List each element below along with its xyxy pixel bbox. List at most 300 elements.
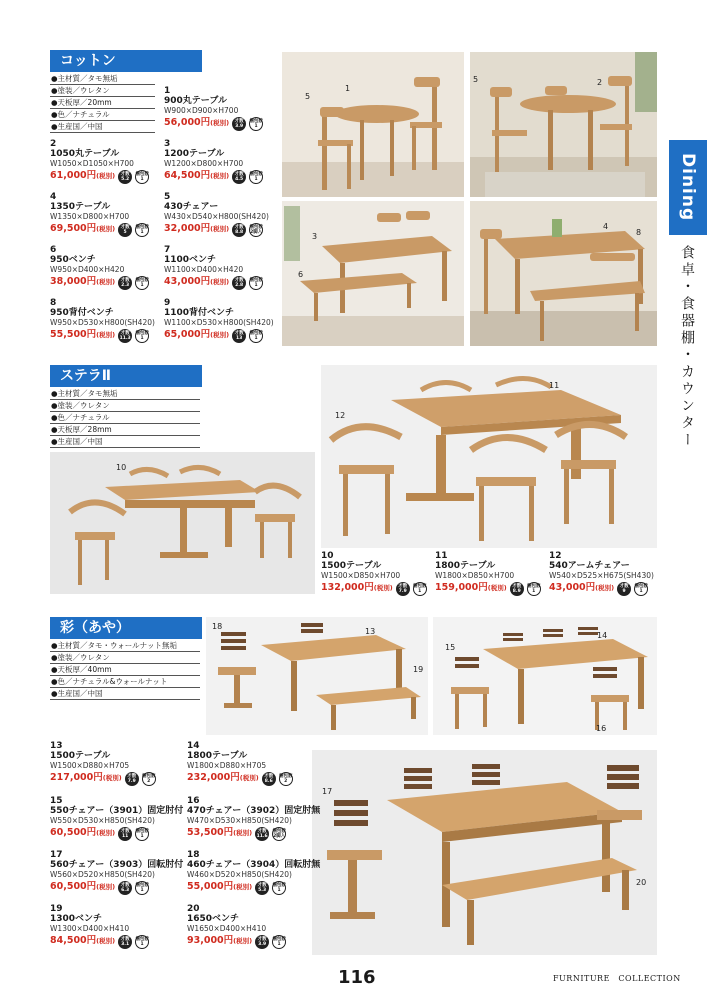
- volume-value: 9: [622, 588, 626, 594]
- item-number: 10: [321, 551, 334, 561]
- price-amount: 61,000円: [50, 170, 97, 182]
- spec-line: ●主材質／タモ・ウォールナット無垢: [50, 640, 200, 652]
- item-dimensions: W950×D530×H800(SH420): [50, 318, 155, 327]
- price-row: [50, 935, 149, 949]
- spec-line: ●生産国／中国: [50, 688, 200, 700]
- product-item: [50, 298, 155, 343]
- item-name: 900丸テーブル: [164, 96, 227, 106]
- package-badge-icon: [413, 582, 427, 596]
- spec-line: ●天板厚／28mm: [50, 424, 200, 436]
- package-label: 梱包数: [249, 171, 263, 177]
- item-dimensions: W560×D520×H850(SH420): [50, 870, 155, 879]
- side-tab-label: Dining: [678, 153, 698, 222]
- price-row: [50, 329, 155, 343]
- price-amount: 132,000円: [321, 582, 374, 594]
- footer-brand: FURNITURE COLLECTION: [553, 974, 681, 983]
- item-price: [187, 828, 252, 839]
- item-name: 470チェアー（3902）固定肘無: [187, 806, 321, 816]
- item-number: 15: [50, 796, 63, 806]
- volume-value: 11: [121, 833, 129, 839]
- tax-note: (税別): [210, 278, 230, 287]
- package-label: 梱包数: [135, 171, 149, 177]
- price-amount: 55,000円: [187, 881, 234, 893]
- volume-label: 才数: [398, 583, 408, 589]
- package-badge-icon: [135, 827, 149, 841]
- volume-label: 才数: [120, 171, 130, 177]
- photo-label: 12: [335, 411, 346, 420]
- product-item: [187, 796, 320, 841]
- price-row: [435, 582, 541, 596]
- aya-spec-box: [50, 640, 200, 700]
- item-price: [50, 773, 122, 784]
- item-number: 17: [50, 850, 63, 860]
- price-amount: 65,000円: [164, 329, 211, 341]
- item-number: 20: [187, 904, 200, 914]
- spec-line: ●天板厚／40mm: [50, 664, 200, 676]
- package-value: 1: [140, 335, 144, 341]
- product-item: [164, 86, 263, 131]
- product-item: [187, 741, 293, 786]
- package-value: 1: [277, 887, 281, 893]
- photo-label: 2: [597, 78, 603, 87]
- volume-value: 8.8: [235, 229, 244, 235]
- package-value: 1: [140, 229, 144, 235]
- item-name: 550チェアー（3901）固定肘付: [50, 806, 184, 816]
- item-name: 950ベンチ: [50, 255, 96, 265]
- photo-cotton-round-table-1050: [470, 52, 657, 197]
- item-price: [549, 583, 614, 594]
- item-name: 1050丸テーブル: [50, 149, 120, 159]
- photo-label: 11: [549, 381, 560, 390]
- package-label: 梱包数: [278, 773, 293, 779]
- item-number: 8: [50, 298, 57, 308]
- package-badge-icon: [272, 935, 286, 949]
- item-price: [50, 828, 115, 839]
- package-value: 1: [254, 176, 258, 182]
- item-name: 1500テーブル: [321, 561, 382, 571]
- volume-label: 才数: [619, 583, 629, 589]
- item-number: 13: [50, 741, 63, 751]
- volume-value: 3.9: [258, 941, 267, 947]
- volume-badge-icon: [118, 170, 132, 184]
- photo-label: 10: [116, 463, 127, 472]
- item-name: 1350テーブル: [50, 202, 111, 212]
- product-item: [50, 741, 156, 786]
- volume-badge-icon: [125, 772, 139, 786]
- tax-note: (税別): [210, 331, 230, 340]
- package-badge-icon: [634, 582, 648, 596]
- package-label: 梱包数: [272, 936, 286, 942]
- volume-value: 3.1: [121, 941, 130, 947]
- item-price: [321, 583, 393, 594]
- tax-note: (税別): [233, 937, 253, 946]
- package-label: 梱包数: [141, 773, 156, 779]
- package-label: 梱包数: [135, 224, 149, 230]
- volume-label: 才数: [257, 936, 267, 942]
- volume-value: 5: [123, 229, 127, 235]
- photo-label: 16: [596, 724, 607, 733]
- volume-label: 才数: [234, 118, 244, 124]
- item-name: 1800テーブル: [435, 561, 496, 571]
- tax-note: (税別): [487, 584, 507, 593]
- price-row: [321, 582, 427, 596]
- package-label: 梱包数: [412, 583, 427, 589]
- photo-label: 13: [365, 627, 376, 636]
- section-title-cotton: コットン: [50, 50, 202, 72]
- item-price: [187, 773, 259, 784]
- price-amount: 53,500円: [187, 827, 234, 839]
- volume-label: 才数: [234, 171, 244, 177]
- volume-label: 才数: [257, 828, 267, 834]
- package-value: 1: [418, 588, 422, 594]
- price-amount: 84,500円: [50, 935, 97, 947]
- volume-label: 才数: [120, 330, 130, 336]
- package-label: 梱包数: [249, 224, 263, 230]
- tax-note: (税別): [96, 883, 116, 892]
- package-value: 1: [532, 588, 536, 594]
- product-item: [187, 904, 286, 949]
- package-value: 1: [140, 941, 144, 947]
- volume-value: 11.3: [119, 335, 131, 341]
- photo-label: 1: [345, 84, 351, 93]
- volume-badge-icon: [118, 827, 132, 841]
- item-dimensions: W1800×D850×H700: [435, 571, 515, 580]
- product-item: [164, 192, 269, 237]
- price-amount: 159,000円: [435, 582, 488, 594]
- item-price: [164, 330, 229, 341]
- item-dimensions: W1350×D800×H700: [50, 212, 130, 221]
- volume-value: 11.6: [256, 833, 268, 839]
- package-label: 梱包数: [135, 330, 149, 336]
- price-row: [164, 329, 274, 343]
- package-value: 1: [277, 941, 281, 947]
- price-row: [50, 170, 149, 184]
- package-badge-icon: [135, 170, 149, 184]
- price-amount: 60,500円: [50, 881, 97, 893]
- package-label: 梱包数: [135, 936, 149, 942]
- item-dimensions: W1200×D800×H700: [164, 159, 244, 168]
- product-item: [50, 192, 149, 237]
- item-price: [50, 882, 115, 893]
- product-item: [164, 298, 274, 343]
- product-item: [50, 139, 149, 184]
- item-price: [164, 277, 229, 288]
- product-item: [50, 245, 149, 290]
- item-dimensions: W470×D530×H850(SH420): [187, 816, 292, 825]
- price-row: [187, 827, 320, 841]
- photo-label: 5: [473, 75, 479, 84]
- package-badge-icon: [272, 881, 286, 895]
- photo-label: 17: [322, 787, 333, 796]
- price-amount: 56,000円: [164, 117, 211, 129]
- volume-badge-icon: [232, 170, 246, 184]
- volume-label: 才数: [234, 277, 244, 283]
- spec-line: ●色／ナチュラル&ウォールナット: [50, 676, 200, 688]
- package-badge-icon: [249, 223, 263, 237]
- price-row: [50, 827, 183, 841]
- volume-label: 才数: [120, 936, 130, 942]
- price-amount: 60,500円: [50, 827, 97, 839]
- price-row: [164, 223, 269, 237]
- price-amount: 69,500円: [50, 223, 97, 235]
- item-name: 1300ベンチ: [50, 914, 103, 924]
- volume-label: 才数: [120, 224, 130, 230]
- volume-value: 7.9: [398, 588, 407, 594]
- item-dimensions: W540×D525×H675(SH430): [549, 571, 654, 580]
- section-title-aya: 彩（あや）: [50, 617, 202, 639]
- package-badge-icon: [135, 881, 149, 895]
- item-dimensions: W1800×D880×H705: [187, 761, 267, 770]
- volume-badge-icon: [396, 582, 410, 596]
- volume-badge-icon: [118, 223, 132, 237]
- package-badge-icon: [249, 117, 263, 131]
- price-row: [50, 881, 183, 895]
- package-value: 1: [140, 176, 144, 182]
- price-amount: 32,000円: [164, 223, 211, 235]
- photo-cotton-table-1200: [282, 201, 464, 346]
- item-dimensions: W950×D400×H420: [50, 265, 125, 274]
- cotton-spec-box: [50, 73, 155, 133]
- spec-line: ●天板厚／20mm: [50, 97, 155, 109]
- item-dimensions: W430×D540×H800(SH420): [164, 212, 269, 221]
- volume-value: 5.3: [258, 887, 267, 893]
- item-price: [50, 224, 115, 235]
- photo-label: 4: [603, 222, 609, 231]
- package-badge-icon: [135, 935, 149, 949]
- item-number: 12: [549, 551, 562, 561]
- item-number: 5: [164, 192, 171, 202]
- spec-line: ●塗装／ウレタン: [50, 652, 200, 664]
- volume-label: 才数: [120, 882, 130, 888]
- photo-label: 20: [636, 878, 647, 887]
- photo-label: 18: [212, 622, 223, 631]
- product-item: [50, 904, 149, 949]
- item-name: 1500テーブル: [50, 751, 111, 761]
- volume-value: 2.3: [121, 282, 130, 288]
- volume-value: 5.2: [121, 176, 130, 182]
- item-dimensions: W1650×D400×H410: [187, 924, 267, 933]
- volume-badge-icon: [262, 772, 276, 786]
- package-badge-icon: [135, 223, 149, 237]
- item-dimensions: W460×D520×H850(SH420): [187, 870, 292, 879]
- item-name: 430チェアー: [164, 202, 219, 212]
- item-dimensions: W1500×D880×H705: [50, 761, 130, 770]
- volume-badge-icon: [118, 935, 132, 949]
- product-item: [50, 796, 183, 841]
- volume-label: 才数: [120, 828, 130, 834]
- item-price: [164, 224, 229, 235]
- volume-badge-icon: [232, 276, 246, 290]
- package-badge-icon: [249, 329, 263, 343]
- volume-label: 才数: [127, 773, 137, 779]
- item-dimensions: W1300×D400×H410: [50, 924, 130, 933]
- item-price: [50, 277, 115, 288]
- product-item: [50, 850, 183, 895]
- tax-note: (税別): [373, 584, 393, 593]
- item-number: 4: [50, 192, 57, 202]
- item-name: 1200テーブル: [164, 149, 225, 159]
- package-badge-icon: [249, 170, 263, 184]
- spec-line: ●生産国／中国: [50, 121, 155, 133]
- item-name: 1800テーブル: [187, 751, 248, 761]
- photo-label: 8: [636, 228, 642, 237]
- product-item: [187, 850, 320, 895]
- tax-note: (税別): [210, 225, 230, 234]
- tax-note: (税別): [96, 172, 116, 181]
- volume-label: 才数: [120, 277, 130, 283]
- item-dimensions: W1050×D1050×H700: [50, 159, 134, 168]
- volume-value: 2.8: [235, 282, 244, 288]
- item-number: 6: [50, 245, 57, 255]
- page-number: 116: [338, 967, 376, 988]
- volume-value: 8.6: [264, 778, 273, 784]
- package-label: 梱包数: [249, 277, 263, 283]
- product-item: [549, 551, 654, 596]
- category-vertical-text: 食卓・食器棚・カウンター: [679, 245, 695, 449]
- package-label: 梱包数: [272, 828, 286, 834]
- item-price: [164, 118, 229, 129]
- item-name: 560チェアー（3903）回転肘付: [50, 860, 184, 870]
- tax-note: (税別): [239, 774, 259, 783]
- price-row: [164, 276, 263, 290]
- item-price: [50, 936, 115, 947]
- tax-note: (税別): [96, 278, 116, 287]
- photo-label: 19: [413, 665, 424, 674]
- package-label: 梱包数: [135, 277, 149, 283]
- photo-label: 6: [298, 270, 304, 279]
- price-amount: 43,000円: [164, 276, 211, 288]
- volume-badge-icon: [617, 582, 631, 596]
- photo-label: 5: [305, 92, 311, 101]
- package-badge-icon: [135, 329, 149, 343]
- price-row: [164, 117, 263, 131]
- package-label: 梱包数: [135, 882, 149, 888]
- package-value: 1: [639, 588, 643, 594]
- stella-spec-box: [50, 388, 200, 448]
- item-number: 14: [187, 741, 200, 751]
- tax-note: (税別): [96, 225, 116, 234]
- product-item: [321, 551, 427, 596]
- spec-line: ●生産国／中国: [50, 436, 200, 448]
- item-name: 950背付ベンチ: [50, 308, 114, 318]
- tax-note: (税別): [96, 331, 116, 340]
- volume-value: 8.9: [512, 588, 521, 594]
- spec-line: ●主材質／タモ無垢: [50, 73, 155, 85]
- package-badge-icon: [272, 827, 286, 841]
- package-value: 1: [140, 887, 144, 893]
- tax-note: (税別): [210, 119, 230, 128]
- photo-label: 3: [312, 232, 318, 241]
- volume-badge-icon: [255, 935, 269, 949]
- volume-label: 才数: [512, 583, 522, 589]
- tax-note: (税別): [96, 937, 116, 946]
- volume-badge-icon: [255, 827, 269, 841]
- volume-badge-icon: [118, 329, 132, 343]
- item-number: 11: [435, 551, 448, 561]
- photo-stella-table-1500: [50, 452, 315, 594]
- item-name: 460チェアー（3904）回転肘無: [187, 860, 321, 870]
- volume-label: 才数: [234, 224, 244, 230]
- package-badge-icon: [527, 582, 541, 596]
- price-row: [187, 772, 293, 786]
- package-value: 2: [147, 778, 151, 784]
- price-amount: 38,000円: [50, 276, 97, 288]
- photo-label: 14: [597, 631, 608, 640]
- item-number: 19: [50, 904, 63, 914]
- package-value: 1: [140, 833, 144, 839]
- volume-badge-icon: [510, 582, 524, 596]
- item-price: [50, 171, 115, 182]
- price-amount: 217,000円: [50, 772, 103, 784]
- package-label: 梱包数: [249, 330, 263, 336]
- volume-value: 4.5: [235, 176, 244, 182]
- volume-badge-icon: [118, 881, 132, 895]
- package-label: 梱包数: [272, 882, 286, 888]
- item-number: 18: [187, 850, 200, 860]
- volume-value: 13: [235, 335, 243, 341]
- volume-badge-icon: [255, 881, 269, 895]
- photo-cotton-table-1350: [470, 201, 657, 346]
- price-amount: 64,500円: [164, 170, 211, 182]
- item-price: [187, 936, 252, 947]
- spec-line: ●塗装／ウレタン: [50, 400, 200, 412]
- photo-cotton-round-table-900: [282, 52, 464, 197]
- item-name: 1100ベンチ: [164, 255, 217, 265]
- photo-aya-set-bench: [312, 750, 657, 955]
- price-amount: 43,000円: [549, 582, 596, 594]
- spec-line: ●主材質／タモ無垢: [50, 388, 200, 400]
- package-value: 2: [284, 778, 288, 784]
- volume-badge-icon: [232, 223, 246, 237]
- dining-side-tab: [669, 140, 707, 235]
- photo-label: 15: [445, 643, 456, 652]
- volume-badge-icon: [118, 276, 132, 290]
- tax-note: (税別): [233, 883, 253, 892]
- item-dimensions: W900×D900×H700: [164, 106, 239, 115]
- item-price: [435, 583, 507, 594]
- package-badge-icon: [135, 276, 149, 290]
- photo-aya-table-1500: [206, 617, 428, 735]
- item-name: 1100背付ベンチ: [164, 308, 235, 318]
- package-label: 梱包数: [249, 118, 263, 124]
- price-row: [187, 881, 320, 895]
- price-row: [50, 772, 156, 786]
- tax-note: (税別): [210, 172, 230, 181]
- spec-line: ●色／ナチュラル: [50, 109, 155, 121]
- product-item: [435, 551, 541, 596]
- item-name: 540アームチェアー: [549, 561, 630, 571]
- tax-note: (税別): [595, 584, 615, 593]
- package-value: 2脚入: [273, 833, 286, 839]
- price-row: [549, 582, 654, 596]
- item-price: [187, 882, 252, 893]
- item-dimensions: W550×D530×H850(SH420): [50, 816, 155, 825]
- tax-note: (税別): [96, 829, 116, 838]
- volume-value: 6.3: [121, 887, 130, 893]
- price-row: [50, 223, 149, 237]
- package-badge-icon: [279, 772, 293, 786]
- volume-value: 3.9: [235, 123, 244, 129]
- package-label: 梱包数: [135, 828, 149, 834]
- volume-label: 才数: [264, 773, 274, 779]
- volume-badge-icon: [232, 117, 246, 131]
- item-number: 1: [164, 86, 171, 96]
- item-number: 3: [164, 139, 171, 149]
- item-name: 1650ベンチ: [187, 914, 240, 924]
- spec-line: ●塗装／ウレタン: [50, 85, 155, 97]
- item-dimensions: W1100×D530×H800(SH420): [164, 318, 274, 327]
- item-price: [50, 330, 115, 341]
